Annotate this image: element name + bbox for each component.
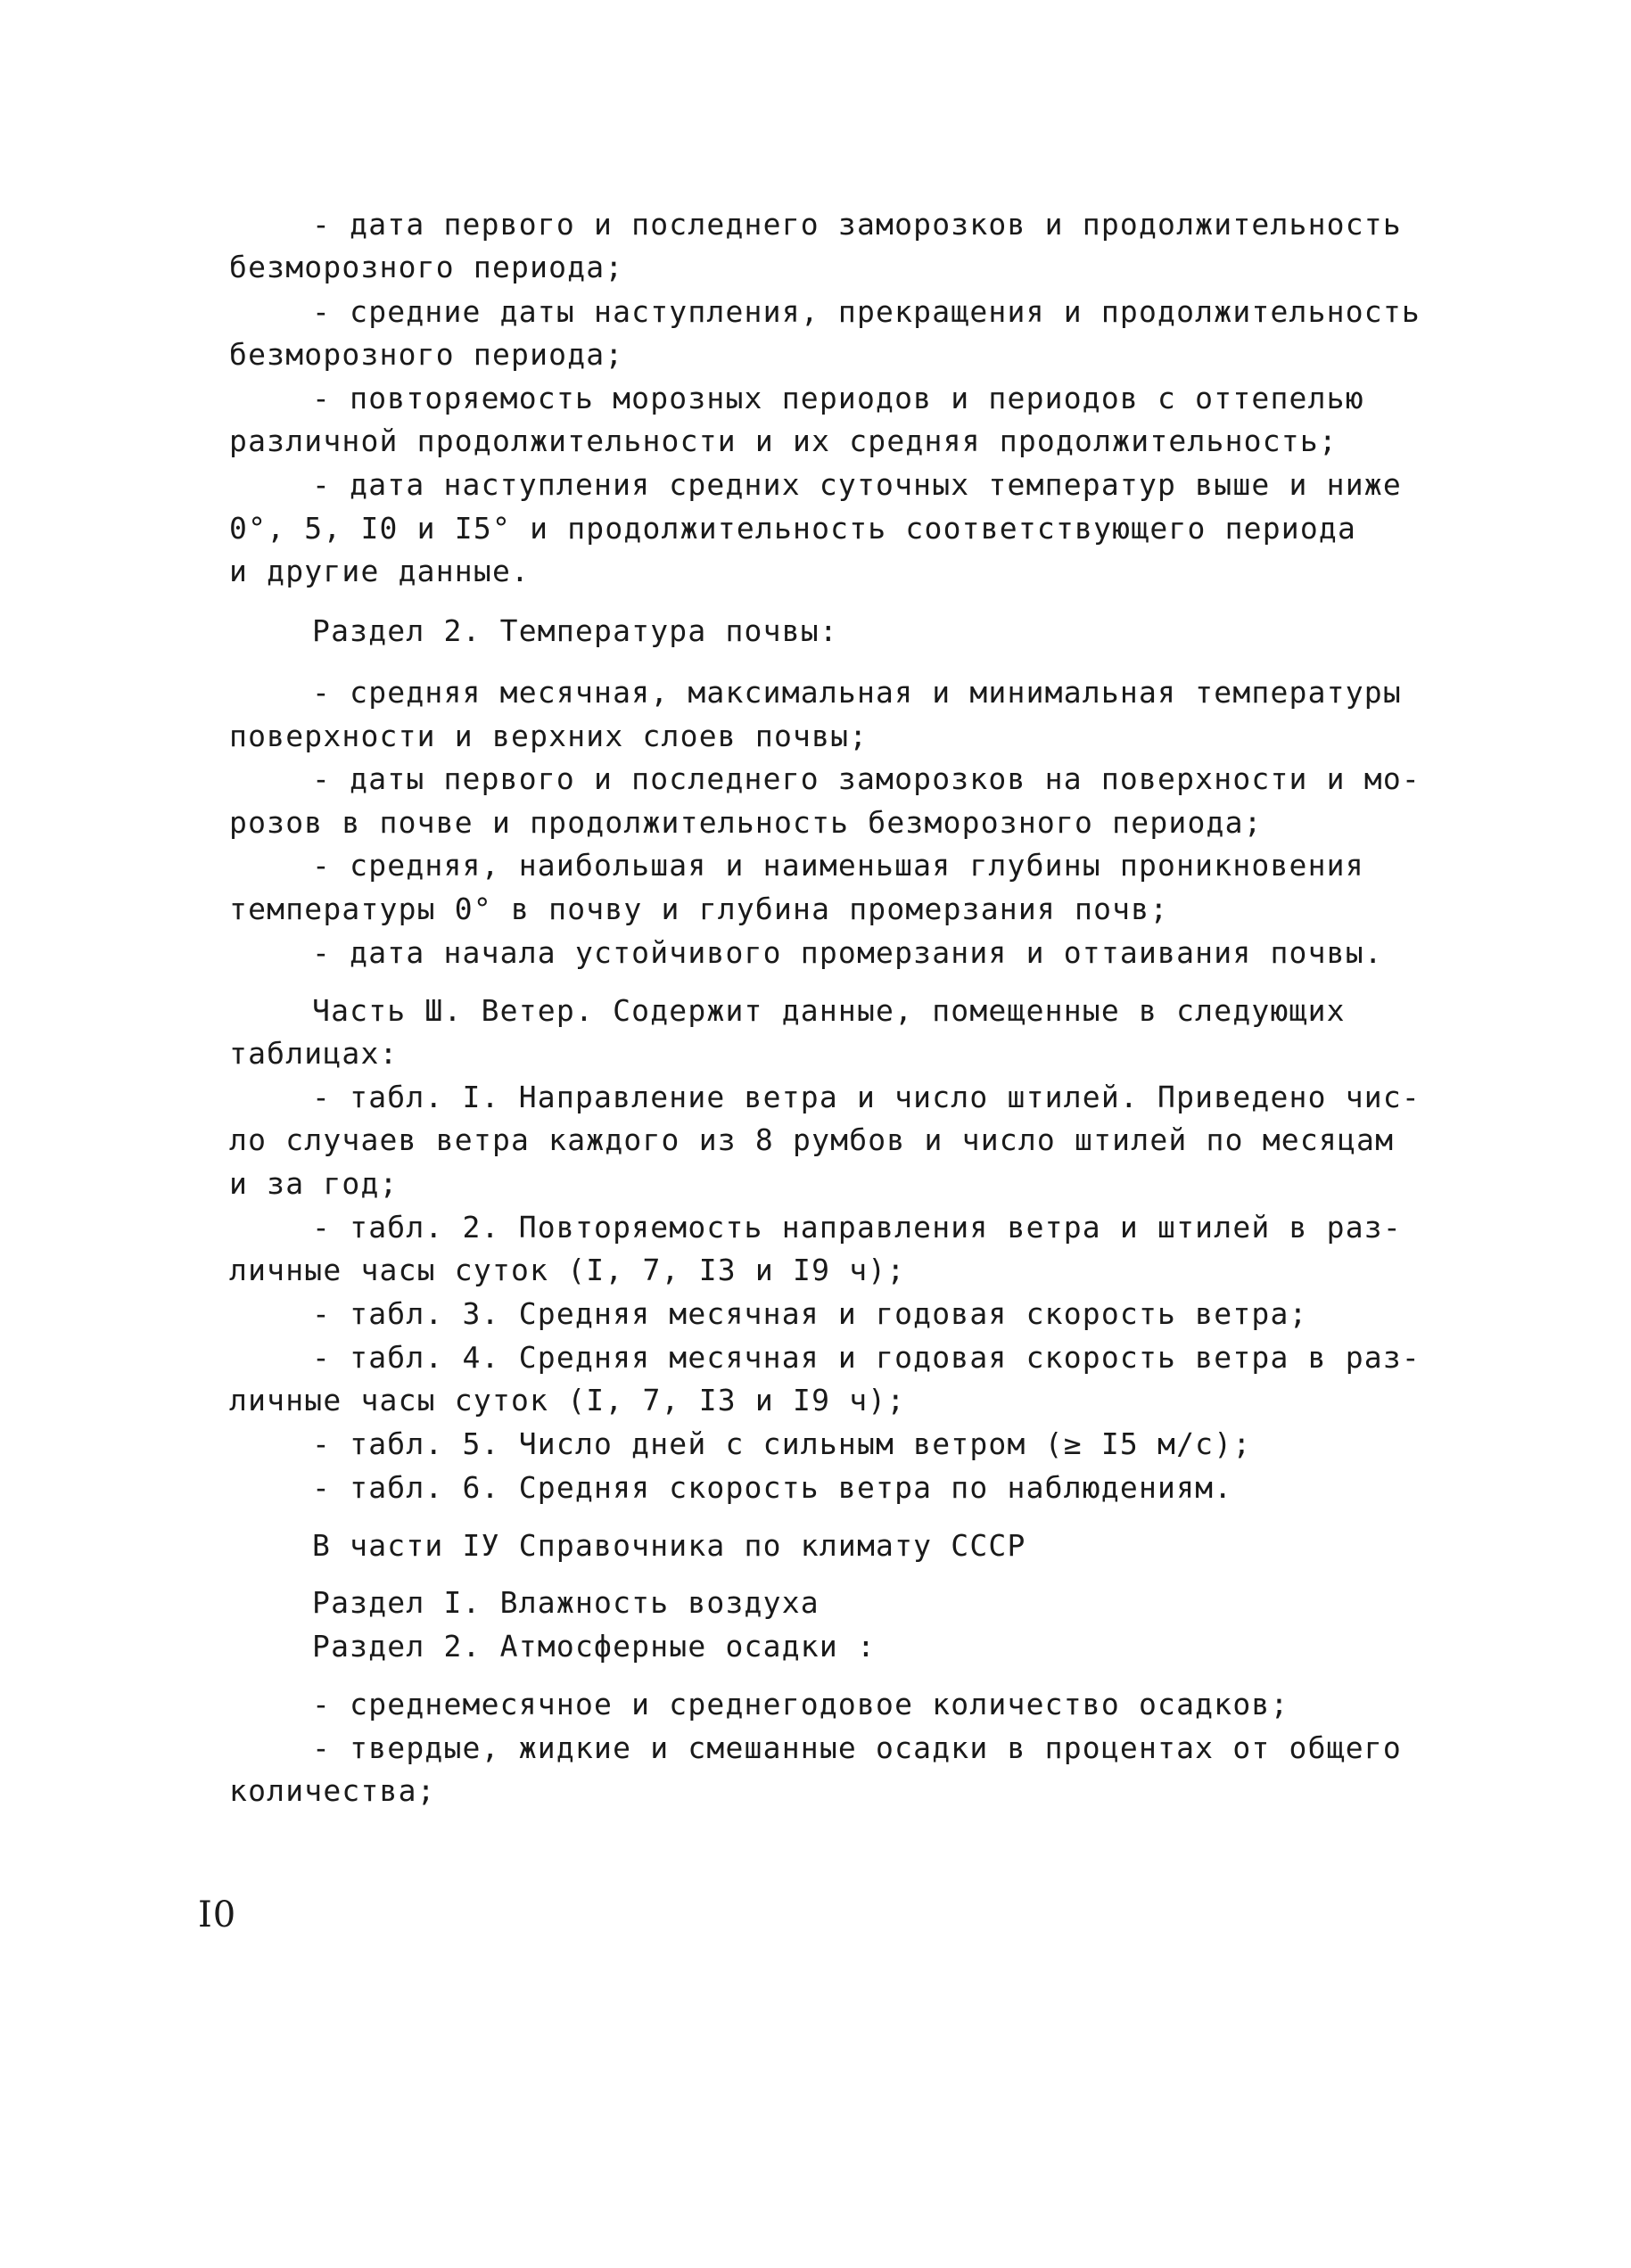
section-heading: Раздел 2. Температура почвы:	[312, 613, 838, 648]
page-number: I0	[198, 1894, 237, 1935]
text-line: количества;	[229, 1773, 436, 1808]
text-line: - среднемесячное и среднегодовое количество осадков;	[312, 1687, 1289, 1722]
text-line: - дата начала устойчивого промерзания и оттаивания почвы.	[312, 935, 1383, 970]
text-line: - табл. 4. Средняя месячная и годовая скорость ветра в раз-	[312, 1340, 1421, 1375]
text-line: - табл. I. Направление ветра и число штилей. Приведено чис-	[312, 1080, 1421, 1114]
text-line: различной продолжительности и их средняя продолжительность;	[229, 423, 1338, 458]
text-line: - повторяемость морозных периодов и периодов с оттепелью	[312, 381, 1364, 415]
text-line: - средние даты наступления, прекращения и продолжительность	[312, 294, 1421, 329]
text-line: таблицах:	[229, 1036, 399, 1071]
text-line: безморозного периода;	[229, 250, 624, 284]
text-line: - средняя месячная, максимальная и минимальная температуры	[312, 675, 1402, 710]
text-line: - даты первого и последнего заморозков на поверхности и мо-	[312, 761, 1421, 796]
text-line: личные часы суток (I, 7, I3 и I9 ч);	[229, 1253, 906, 1287]
text-line: - табл. 6. Средняя скорость ветра по наблюдениям.	[312, 1470, 1233, 1505]
text-line: и за год;	[229, 1166, 399, 1201]
text-line: поверхности и верхних слоев почвы;	[229, 719, 869, 753]
text-line: - табл. 5. Число дней с сильным ветром (≥ I5 м/с);	[312, 1426, 1252, 1461]
text-line: ло случаев ветра каждого из 8 румбов и число штилей по месяцам	[229, 1122, 1395, 1157]
section-heading: Раздел I. Влажность воздуха	[312, 1585, 820, 1620]
text-line: - табл. 2. Повторяемость направления ветра и штилей в раз-	[312, 1210, 1402, 1245]
text-line: - средняя, наибольшая и наименьшая глубины проникновения	[312, 848, 1364, 883]
section-heading: В части IУ Справочника по климату СССР	[312, 1528, 1026, 1563]
text-line: безморозного периода;	[229, 337, 624, 372]
text-line: и другие данные.	[229, 554, 531, 588]
text-line: - табл. 3. Средняя месячная и годовая скорость ветра;	[312, 1296, 1308, 1331]
text-line: - дата первого и последнего заморозков и продолжительность	[312, 207, 1402, 242]
text-line: - дата наступления средних суточных температур выше и ниже	[312, 467, 1402, 502]
text-line: розов в почве и продолжительность безморозного периода;	[229, 805, 1263, 840]
text-line: температуры 0° в почву и глубина промерзания почв;	[229, 892, 1169, 926]
text-line: - твердые, жидкие и смешанные осадки в процентах от общего	[312, 1730, 1402, 1765]
text-line: личные часы суток (I, 7, I3 и I9 ч);	[229, 1383, 906, 1418]
section-heading: Часть Ш. Ветер. Содержит данные, помещенные в следующих	[312, 993, 1346, 1028]
section-heading: Раздел 2. Атмосферные осадки :	[312, 1629, 877, 1664]
text-line: 0°, 5, I0 и I5° и продолжительность соответствующего периода	[229, 511, 1357, 546]
